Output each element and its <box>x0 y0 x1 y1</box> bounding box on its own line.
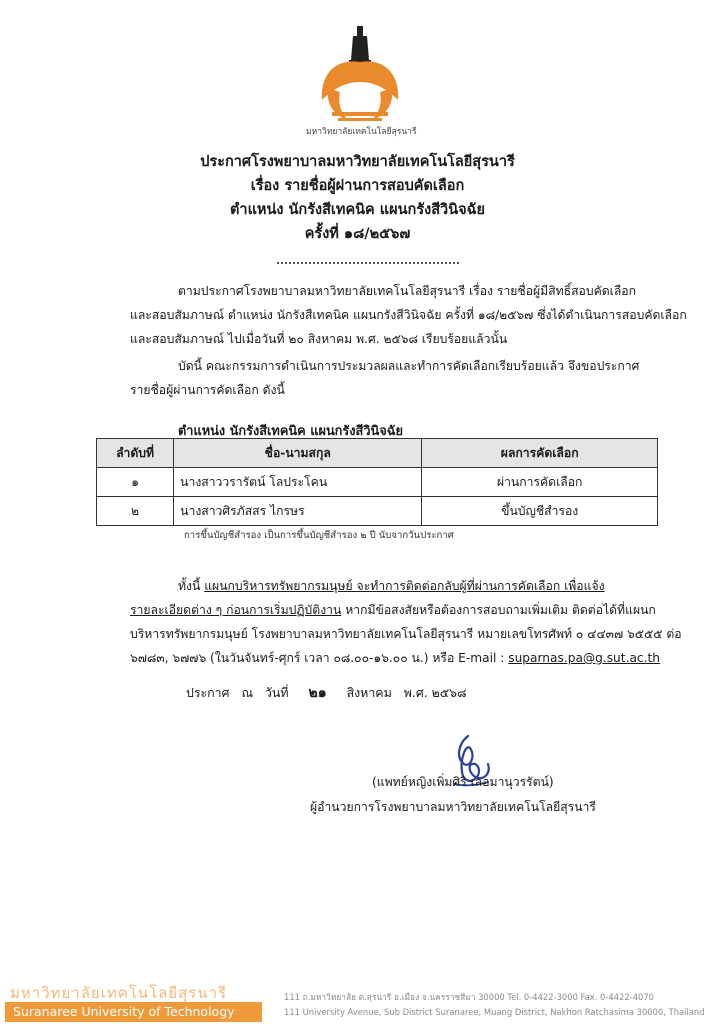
announce-day: ๒๑ <box>308 685 327 701</box>
title-divider <box>277 262 459 264</box>
title-line-4: ครั้งที่ ๑๘/๒๕๖๗ <box>304 226 411 242</box>
header-order: ลำดับที่ <box>97 439 174 468</box>
table-header-row <box>97 439 658 468</box>
footer-university-name-english: Suranaree University of Technology <box>5 1002 262 1022</box>
paragraph-1-line-2: และสอบสัมภาษณ์ ตำแหน่ง นักรังสีเทคนิค แผนกรังสีวินิจฉัย ครั้งที่ ๑๘/๒๕๖๗ ซึ่งได้ดำเนินการสอบคัดเลือก <box>130 308 687 322</box>
title-line-1: ประกาศโรงพยาบาลมหาวิทยาลัยเทคโนโลยีสุรนารี <box>200 154 515 170</box>
title-line-2: เรื่อง รายชื่อผู้ผ่านการสอบคัดเลือก <box>250 178 465 194</box>
table-row <box>97 468 658 497</box>
paragraph-2-line-1: บัดนี้ คณะกรรมการดำเนินการประมวลผลและทำการคัดเลือกเรียบร้อยแล้ว จึงขอประกาศ <box>178 359 640 373</box>
row-order: ๒ <box>97 497 174 526</box>
announce-at: ณ <box>241 685 253 700</box>
results-table <box>96 438 658 526</box>
header-name: ชื่อ-นามสกุล <box>174 439 422 468</box>
sut-emblem-icon <box>312 22 408 138</box>
email-link[interactable]: suparnas.pa@g.sut.ac.th <box>508 651 660 665</box>
paragraph-1-line-3: และสอบสัมภาษณ์ ไปเมื่อวันที่ ๒๐ สิงหาคม พ.ศ. ๒๕๖๘ เรียบร้อยแล้วนั้น <box>130 332 508 346</box>
footer-address-english: 111 University Avenue, Sub District Suranaree, Muang District, Nakhon Ratchasima 30000, Thailand <box>284 1007 705 1017</box>
footer-university-name-thai: มหาวิทยาลัยเทคโนโลยีสุรนารี <box>10 984 228 1002</box>
signer-title: ผู้อำนวยการโรงพยาบาลมหาวิทยาลัยเทคโนโลยีสุรนารี <box>310 800 596 814</box>
row-name: นางสาววรารัตน์ โลประโคน <box>174 468 422 497</box>
announcement-date <box>186 682 467 704</box>
row-name: นางสาวศิรภัสสร ไกรษร <box>174 497 422 526</box>
section-heading: ตำแหน่ง นักรังสีเทคนิค แผนกรังสีวินิจฉัย <box>178 424 404 439</box>
signer-name: (แพทย์หญิงเพิ่มศิริ เลอมานุวรรัตน์) <box>372 775 554 789</box>
paragraph-1-line-1: ตามประกาศโรงพยาบาลมหาวิทยาลัยเทคโนโลยีสุรนารี เรื่อง รายชื่อผู้มีสิทธิ์สอบคัดเลือก <box>178 284 636 298</box>
paragraph-1 <box>130 279 687 351</box>
announce-prefix: ประกาศ <box>186 685 230 700</box>
footer-address-thai: 111 ถ.มหาวิทยาลัย ต.สุรนารี อ.เมือง จ.นครราชสีมา 30000 Tel. 0-4422-3000 Fax. 0-4422-4070 <box>284 992 655 1002</box>
row-order: ๑ <box>97 468 174 497</box>
paragraph-2 <box>130 354 658 402</box>
contact-line-2-rest: หากมีข้อสงสัยหรือต้องการสอบถามเพิ่มเติม ติดต่อได้ที่แผนก <box>341 603 656 617</box>
contact-line-3: บริหารทรัพยากรมนุษย์ โรงพยาบาลมหาวิทยาลัยเทคโนโลยีสุรนารี หมายเลขโทรศัพท์ ๐ ๔๔๓๗ ๖๕๕๕ ต่อ <box>130 627 682 641</box>
title-line-3: ตำแหน่ง นักรังสีเทคนิค แผนกรังสีวินิจฉัย <box>230 202 485 218</box>
contact-line-4: ๖๗๘๓, ๖๗๗๖ (ในวันจันทร์-ศุกร์ เวลา ๐๘.๐๐-๑๖.๐๐ น.) หรือ E-mail : <box>130 651 509 665</box>
row-result: ขึ้นบัญชีสำรอง <box>422 497 658 526</box>
contact-paragraph <box>130 574 682 670</box>
contact-prefix: ทั้งนี้ <box>178 579 205 593</box>
table-footnote: การขึ้นบัญชีสำรอง เป็นการขึ้นบัญชีสำรอง ๒ ปี นับจากวันประกาศ <box>184 530 454 541</box>
document-title <box>0 150 715 246</box>
row-result: ผ่านการคัดเลือก <box>422 468 658 497</box>
announce-year: พ.ศ. ๒๕๖๘ <box>403 685 467 700</box>
logo-caption: มหาวิทยาลัยเทคโนโลยีสุรนารี <box>306 127 417 137</box>
contact-underlined-1: แผนกบริหารทรัพยากรมนุษย์ จะทำการติดต่อกลับผู้ที่ผ่านการคัดเลือก เพื่อแจ้ง <box>204 579 605 593</box>
announce-day-label: วันที่ <box>264 685 289 700</box>
header-result: ผลการคัดเลือก <box>422 439 658 468</box>
contact-underlined-2: รายละเอียดต่าง ๆ ก่อนการเริ่มปฏิบัติงาน <box>130 603 342 617</box>
table-row <box>97 497 658 526</box>
announce-month: สิงหาคม <box>346 685 392 700</box>
paragraph-2-line-2: รายชื่อผู้ผ่านการคัดเลือก ดังนี้ <box>130 383 285 397</box>
